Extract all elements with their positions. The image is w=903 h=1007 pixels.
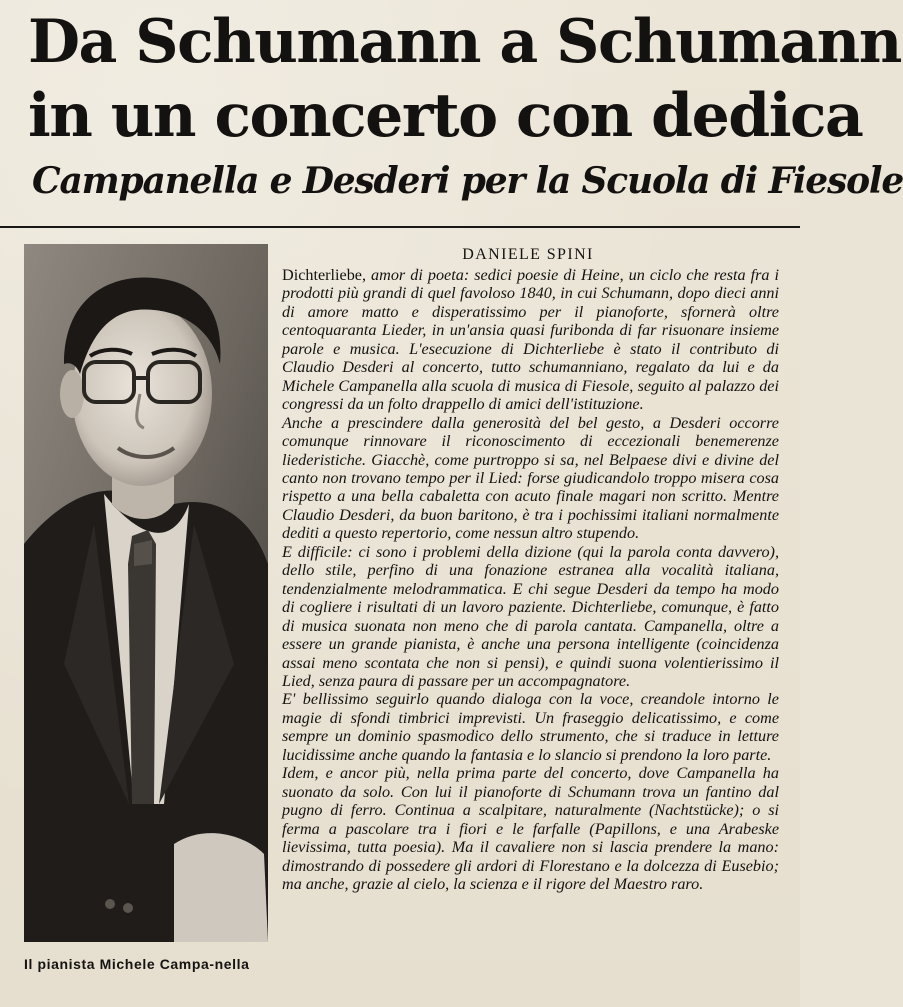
paragraph-text: E difficile: ci sono i problemi della dizione (qui la parola conta davvero), dello stile, perfino di una fonazione estranea alla vocalità italiana, tendenzialmente melodrammatica. E chi segue Desderi da tempo ha modo di cogliere i risultati di un lavoro paziente. Dichterliebe, comunque, è fatto di musica suonata non meno che di parola cantata. Campanella, oltre a essere un grande pianista, è anche una persona intelligente (coincidenza assai meno scontata che non si pensi), e quindi suona volentierissimo il Lied, senza paura di passare per un accompagnatore. bbox=[282, 542, 779, 690]
paragraph-lead: Dichterliebe, bbox=[282, 266, 367, 284]
author-byline: DANIELE SPINI bbox=[462, 246, 594, 263]
portrait-photo bbox=[24, 244, 268, 942]
article-paragraph bbox=[282, 266, 779, 414]
headline-line-2: in un concerto con dedica bbox=[28, 81, 863, 151]
paragraph-text: Idem, e ancor più, nella prima parte del concerto, dove Campanella ha suonato da solo. Con lui il pianoforte di Schumann trova un fantino dal pugno di ferro. Continua a scalpitare, naturalmente (Nachtstücke); o si ferma a pascolare tra i fiori e le farfalle (Papillons, e una Arabeske lievissima, tutta poesia). Ma il cavaliere non si lascia prendere la mano: dimostrando di possedere gli ardori di Florestano e la dolcezza di Eusebio; ma anche, grazie al cielo, la scienza e il rigore del Maestro raro. bbox=[282, 764, 779, 893]
paragraph-text: amor di poeta: sedici poesie di Heine, un ciclo che resta fra i prodotti più grandi di quel favoloso 1840, in cui Schumann, dopo dieci anni di amore matto e disperatissimo per il pianoforte, sfornerà oltre centoquaranta Lieder, in un'ansia quasi furibonda di far risuonare insieme parole e musica. L'esecuzione di Dichterliebe è stato il contributo di Claudio Desderi al concerto, tutto schumanniano, regalato da lui e da Michele Campanella alla scuola di musica di Fiesole, seguito al palazzo dei congressi da un folto drappello di amici dell'istituzione. bbox=[282, 266, 779, 414]
header-divider-rule bbox=[0, 226, 800, 228]
article-paragraph bbox=[282, 764, 779, 893]
headline-line-1: Da Schumann a Schumann bbox=[28, 7, 901, 77]
article-paragraph bbox=[282, 690, 779, 764]
article-body bbox=[282, 266, 779, 893]
article-paragraph bbox=[282, 414, 779, 543]
subheadline: Campanella e Desderi per la Scuola di Fiesole bbox=[32, 160, 903, 202]
paragraph-text: E' bellissimo seguirlo quando dialoga con la voce, creandole intorno le magie di sfondi timbrici imprevisti. Un fraseggio delicatissimo, e come sempre un dominio spasmodico dello strumento, che si traduce in letture lucidissime anche quando la fantasia e lo slancio si prendono la loro parte. bbox=[282, 690, 779, 764]
photo-caption: Il pianista Michele Campa-nella bbox=[24, 956, 250, 972]
article-paragraph bbox=[282, 543, 779, 691]
paragraph-text: Anche a prescindere dalla generosità del bel gesto, a Desderi occorre comunque rinnovare il riconoscimento di eccezionali benemerenze liederistiche. Giacchè, come purtroppo si sa, nel Belpaese divi e divine del canto non trovano tempo per il Lied: forse giudicandolo troppo misera cosa rispetto a una bella cabaletta con acuto finale magari non scritto. Mentre Claudio Desderi, da buon baritono, è tra i pochissimi italiani normalmente dediti a questo repertorio, come nessun altro stupendo. bbox=[282, 413, 779, 543]
